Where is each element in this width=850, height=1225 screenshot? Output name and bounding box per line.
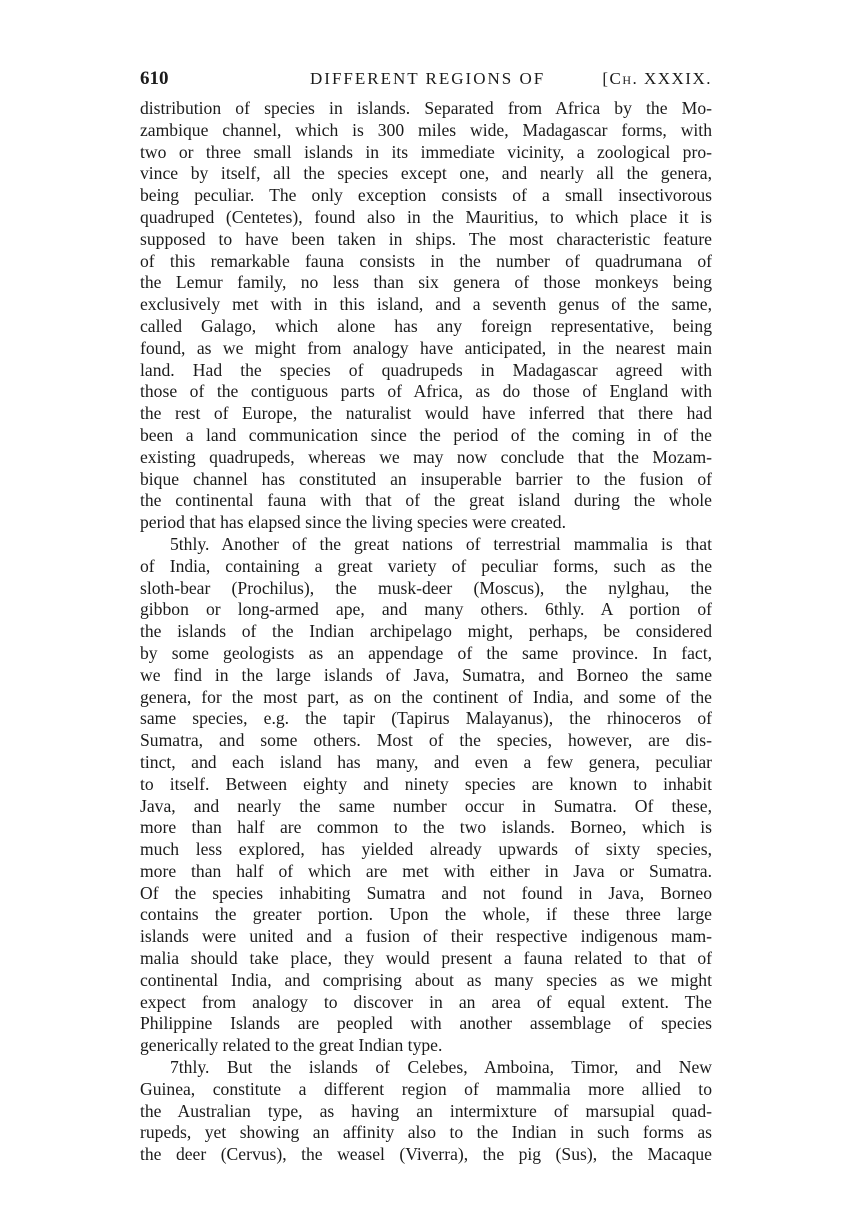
text-line: of India, containing a great variety of peculiar forms, such as the (140, 555, 712, 576)
text-line: Of the species inhabiting Sumatra and not found in Java, Borneo (140, 882, 712, 903)
text-line: tinct, and each island has many, and even a few genera, peculiar (140, 751, 712, 772)
text-line: Java, and nearly the same number occur in Sumatra. Of these, (140, 795, 712, 816)
text-line: supposed to have been taken in ships. The most characteristic feature (140, 228, 712, 249)
paragraph-end-line: generically related to the great Indian type. (140, 1035, 443, 1056)
text-line: exclusively met with in this island, and a seventh genus of the same, (140, 294, 712, 315)
text-line: two or three small islands in its immediate vicinity, a zoological pro- (140, 141, 712, 162)
text-line: we find in the large islands of Java, Sumatra, and Borneo the same (140, 664, 712, 685)
running-title: DIFFERENT REGIONS OF (310, 69, 546, 88)
text-line: zambique channel, which is 300 miles wide, Madagascar forms, with (140, 119, 712, 140)
text-line: continental India, and comprising about as many species as we might (140, 969, 712, 990)
text-line: bique channel has constituted an insuperable barrier to the fusion of (140, 468, 712, 489)
text-line: the Australian type, as having an intermixture of marsupial quad- (140, 1100, 712, 1121)
text-line: the Lemur family, no less than six genera of those monkeys being (140, 272, 712, 293)
text-line: sloth-bear (Prochilus), the musk-deer (Moscus), the nylghau, the (140, 577, 712, 598)
body-text (140, 96, 712, 1166)
text-line: same species, e.g. the tapir (Tapirus Malayanus), the rhinoceros of (140, 708, 712, 729)
page-number: 610 (140, 68, 169, 89)
text-line: the deer (Cervus), the weasel (Viverra), the pig (Sus), the Macaque (140, 1144, 712, 1165)
text-line: rupeds, yet showing an affinity also to the Indian in such forms as (140, 1122, 712, 1143)
text-line: Sumatra, and some others. Most of the species, however, are dis- (140, 730, 712, 751)
text-line: Philippine Islands are peopled with another assemblage of species (140, 1013, 712, 1034)
text-line: Guinea, constitute a different region of mammalia more allied to (140, 1078, 712, 1099)
text-line: found, as we might from analogy have anticipated, in the nearest main (140, 337, 712, 358)
paragraph-end-line: period that has elapsed since the living species were created. (140, 512, 566, 533)
text-line: genera, for the most part, as on the continent of India, and some of the (140, 686, 712, 707)
text-line: the islands of the Indian archipelago might, perhaps, be considered (140, 621, 712, 642)
text-line: existing quadrupeds, whereas we may now conclude that the Mozam- (140, 446, 712, 467)
paragraph-start-line: 5thly. Another of the great nations of terrestrial mammalia is that (170, 533, 712, 554)
text-line: been a land communication since the period of the coming in of the (140, 424, 712, 445)
text-line: those of the contiguous parts of Africa, as do those of England with (140, 381, 712, 402)
text-line: contains the greater portion. Upon the whole, if these three large (140, 904, 712, 925)
text-line: being peculiar. The only exception consists of a small insectivorous (140, 185, 712, 206)
text-line: by some geologists as an appendage of the same province. In fact, (140, 642, 712, 663)
text-line: to itself. Between eighty and ninety species are known to inhabit (140, 773, 712, 794)
running-head (140, 62, 712, 96)
chapter-reference: [Ch. XXXIX. (602, 69, 712, 88)
text-line: the rest of Europe, the naturalist would have inferred that there had (140, 403, 712, 424)
book-page (140, 62, 712, 1166)
text-line: expect from analogy to discover in an area of equal extent. The (140, 991, 712, 1012)
paragraph-start-line: 7thly. But the islands of Celebes, Amboina, Timor, and New (170, 1057, 712, 1078)
text-line: land. Had the species of quadrupeds in Madagascar agreed with (140, 359, 712, 380)
text-line: more than half are common to the two islands. Borneo, which is (140, 817, 712, 838)
text-line: vince by itself, all the species except one, and nearly all the genera, (140, 163, 712, 184)
text-line: gibbon or long-armed ape, and many others. 6thly. A portion of (140, 599, 712, 620)
text-line: much less explored, has yielded already upwards of sixty species, (140, 839, 712, 860)
text-line: the continental fauna with that of the great island during the whole (140, 490, 712, 511)
text-line: of this remarkable fauna consists in the number of quadrumana of (140, 250, 712, 271)
text-line: malia should take place, they would present a fauna related to that of (140, 948, 712, 969)
text-line: quadruped (Centetes), found also in the Mauritius, to which place it is (140, 206, 712, 227)
text-line: called Galago, which alone has any foreign representative, being (140, 315, 712, 336)
text-line: distribution of species in islands. Separated from Africa by the Mo- (140, 98, 712, 118)
text-line: islands were united and a fusion of their respective indigenous mam- (140, 926, 712, 947)
text-line: more than half of which are met with either in Java or Sumatra. (140, 860, 712, 881)
